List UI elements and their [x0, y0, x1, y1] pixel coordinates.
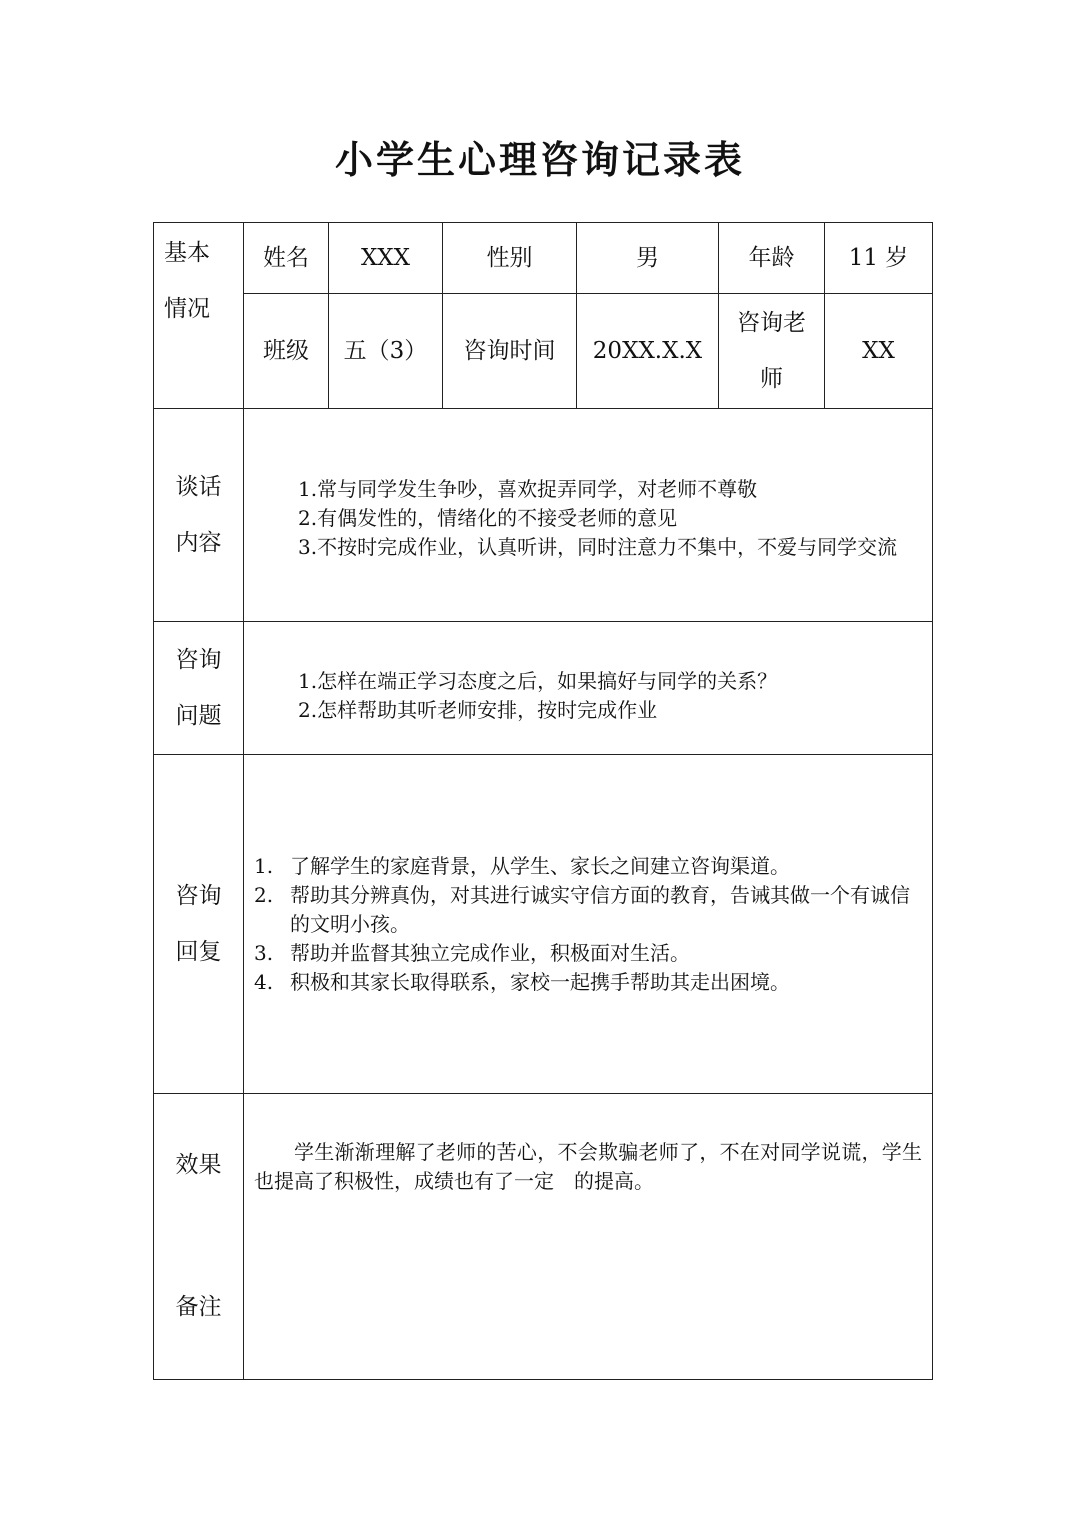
basic-info-label: [154, 223, 244, 409]
gender-label-cell: [443, 223, 577, 294]
effect-text: 学生渐渐理解了老师的苦心，不会欺骗老师了，不在对同学说谎，学生也提高了积极性，成绩也有了一定 的提高。: [254, 1140, 922, 1193]
talk-label-cell: [154, 409, 244, 622]
talk-content-cell[interactable]: [244, 409, 933, 622]
question-item: 1.怎样在端正学习态度之后，如果搞好与同学的关系？: [298, 669, 778, 693]
reply-label-line2: 回复: [175, 939, 222, 965]
question-item: 2.怎样帮助其听老师安排，按时完成作业: [298, 698, 658, 722]
teacher-label-cell: [719, 294, 825, 409]
effect-content-cell[interactable]: [244, 1094, 933, 1380]
reply-item-number: 4.: [254, 969, 274, 994]
age-label-cell: [719, 223, 825, 294]
class-value-cell[interactable]: [329, 294, 443, 409]
reply-item: [254, 939, 922, 968]
basic-label-line2: 情况: [164, 296, 210, 322]
class-label: 班级: [263, 338, 309, 364]
class-label-cell: [244, 294, 329, 409]
talk-item: 2.有偶发性的，情绪化的不接受老师的意见: [298, 505, 678, 530]
age-label: 年龄: [748, 245, 795, 271]
teacher-label-line1: 咨询老: [737, 310, 806, 336]
reply-label-cell: [154, 755, 244, 1094]
gender-value: 男: [636, 245, 659, 271]
consult-time-label: 咨询时间: [463, 338, 556, 364]
name-label-cell: [244, 223, 329, 294]
reply-item-text: 帮助并监督其独立完成作业，积极面对生活。: [290, 940, 690, 965]
question-label-line2: 问题: [175, 703, 222, 729]
reply-item: [254, 968, 922, 997]
teacher-value-cell[interactable]: [825, 294, 933, 409]
reply-item-text: 帮助其分辨真伪，对其进行诚实守信方面的教育，告诫其做一个有诚信的文明小孩。: [290, 882, 910, 936]
name-value: XXX: [360, 245, 411, 271]
reply-item: [254, 852, 922, 881]
effect-note-label-cell: [154, 1094, 244, 1380]
consult-time-value: 20XX.X.X: [592, 338, 703, 364]
reply-item: [254, 881, 922, 939]
effect-label: 效果: [175, 1152, 222, 1178]
time-value-cell[interactable]: [577, 294, 719, 409]
basic-label-line1: 基本: [164, 240, 210, 266]
talk-item: 3.不按时完成作业，认真听讲，同时注意力不集中，不爱与同学交流: [298, 534, 898, 559]
reply-item-number: 1.: [254, 853, 274, 878]
question-content-cell[interactable]: [244, 622, 933, 755]
note-label: 备注: [175, 1294, 222, 1320]
reply-item-text: 积极和其家长取得联系，家校一起携手帮助其走出困境。: [290, 969, 790, 994]
age-value-cell[interactable]: [825, 223, 933, 294]
teacher-value: XX: [862, 338, 895, 364]
question-label-line1: 咨询: [175, 647, 222, 673]
question-label-cell: [154, 622, 244, 755]
time-label-cell: [443, 294, 577, 409]
talk-label-line2: 内容: [175, 530, 222, 556]
gender-value-cell[interactable]: [577, 223, 719, 294]
reply-content-cell[interactable]: [244, 755, 933, 1094]
name-value-cell[interactable]: [329, 223, 443, 294]
talk-item: 1.常与同学发生争吵，喜欢捉弄同学，对老师不尊敬: [298, 476, 758, 501]
talk-label-line1: 谈话: [175, 474, 222, 500]
gender-label: 性别: [486, 245, 533, 271]
reply-item-number: 2.: [254, 882, 274, 907]
reply-item-text: 了解学生的家庭背景，从学生、家长之间建立咨询渠道。: [290, 853, 790, 878]
age-value: 11 岁: [848, 245, 909, 271]
reply-label-line1: 咨询: [175, 883, 222, 909]
reply-item-number: 3.: [254, 940, 274, 965]
consultation-record-table: [153, 222, 933, 1380]
class-value: 五（3）: [343, 338, 428, 364]
teacher-label-line2: 师: [760, 366, 783, 392]
page-title: 小学生心理咨询记录表: [334, 137, 745, 182]
name-label: 姓名: [263, 245, 309, 271]
